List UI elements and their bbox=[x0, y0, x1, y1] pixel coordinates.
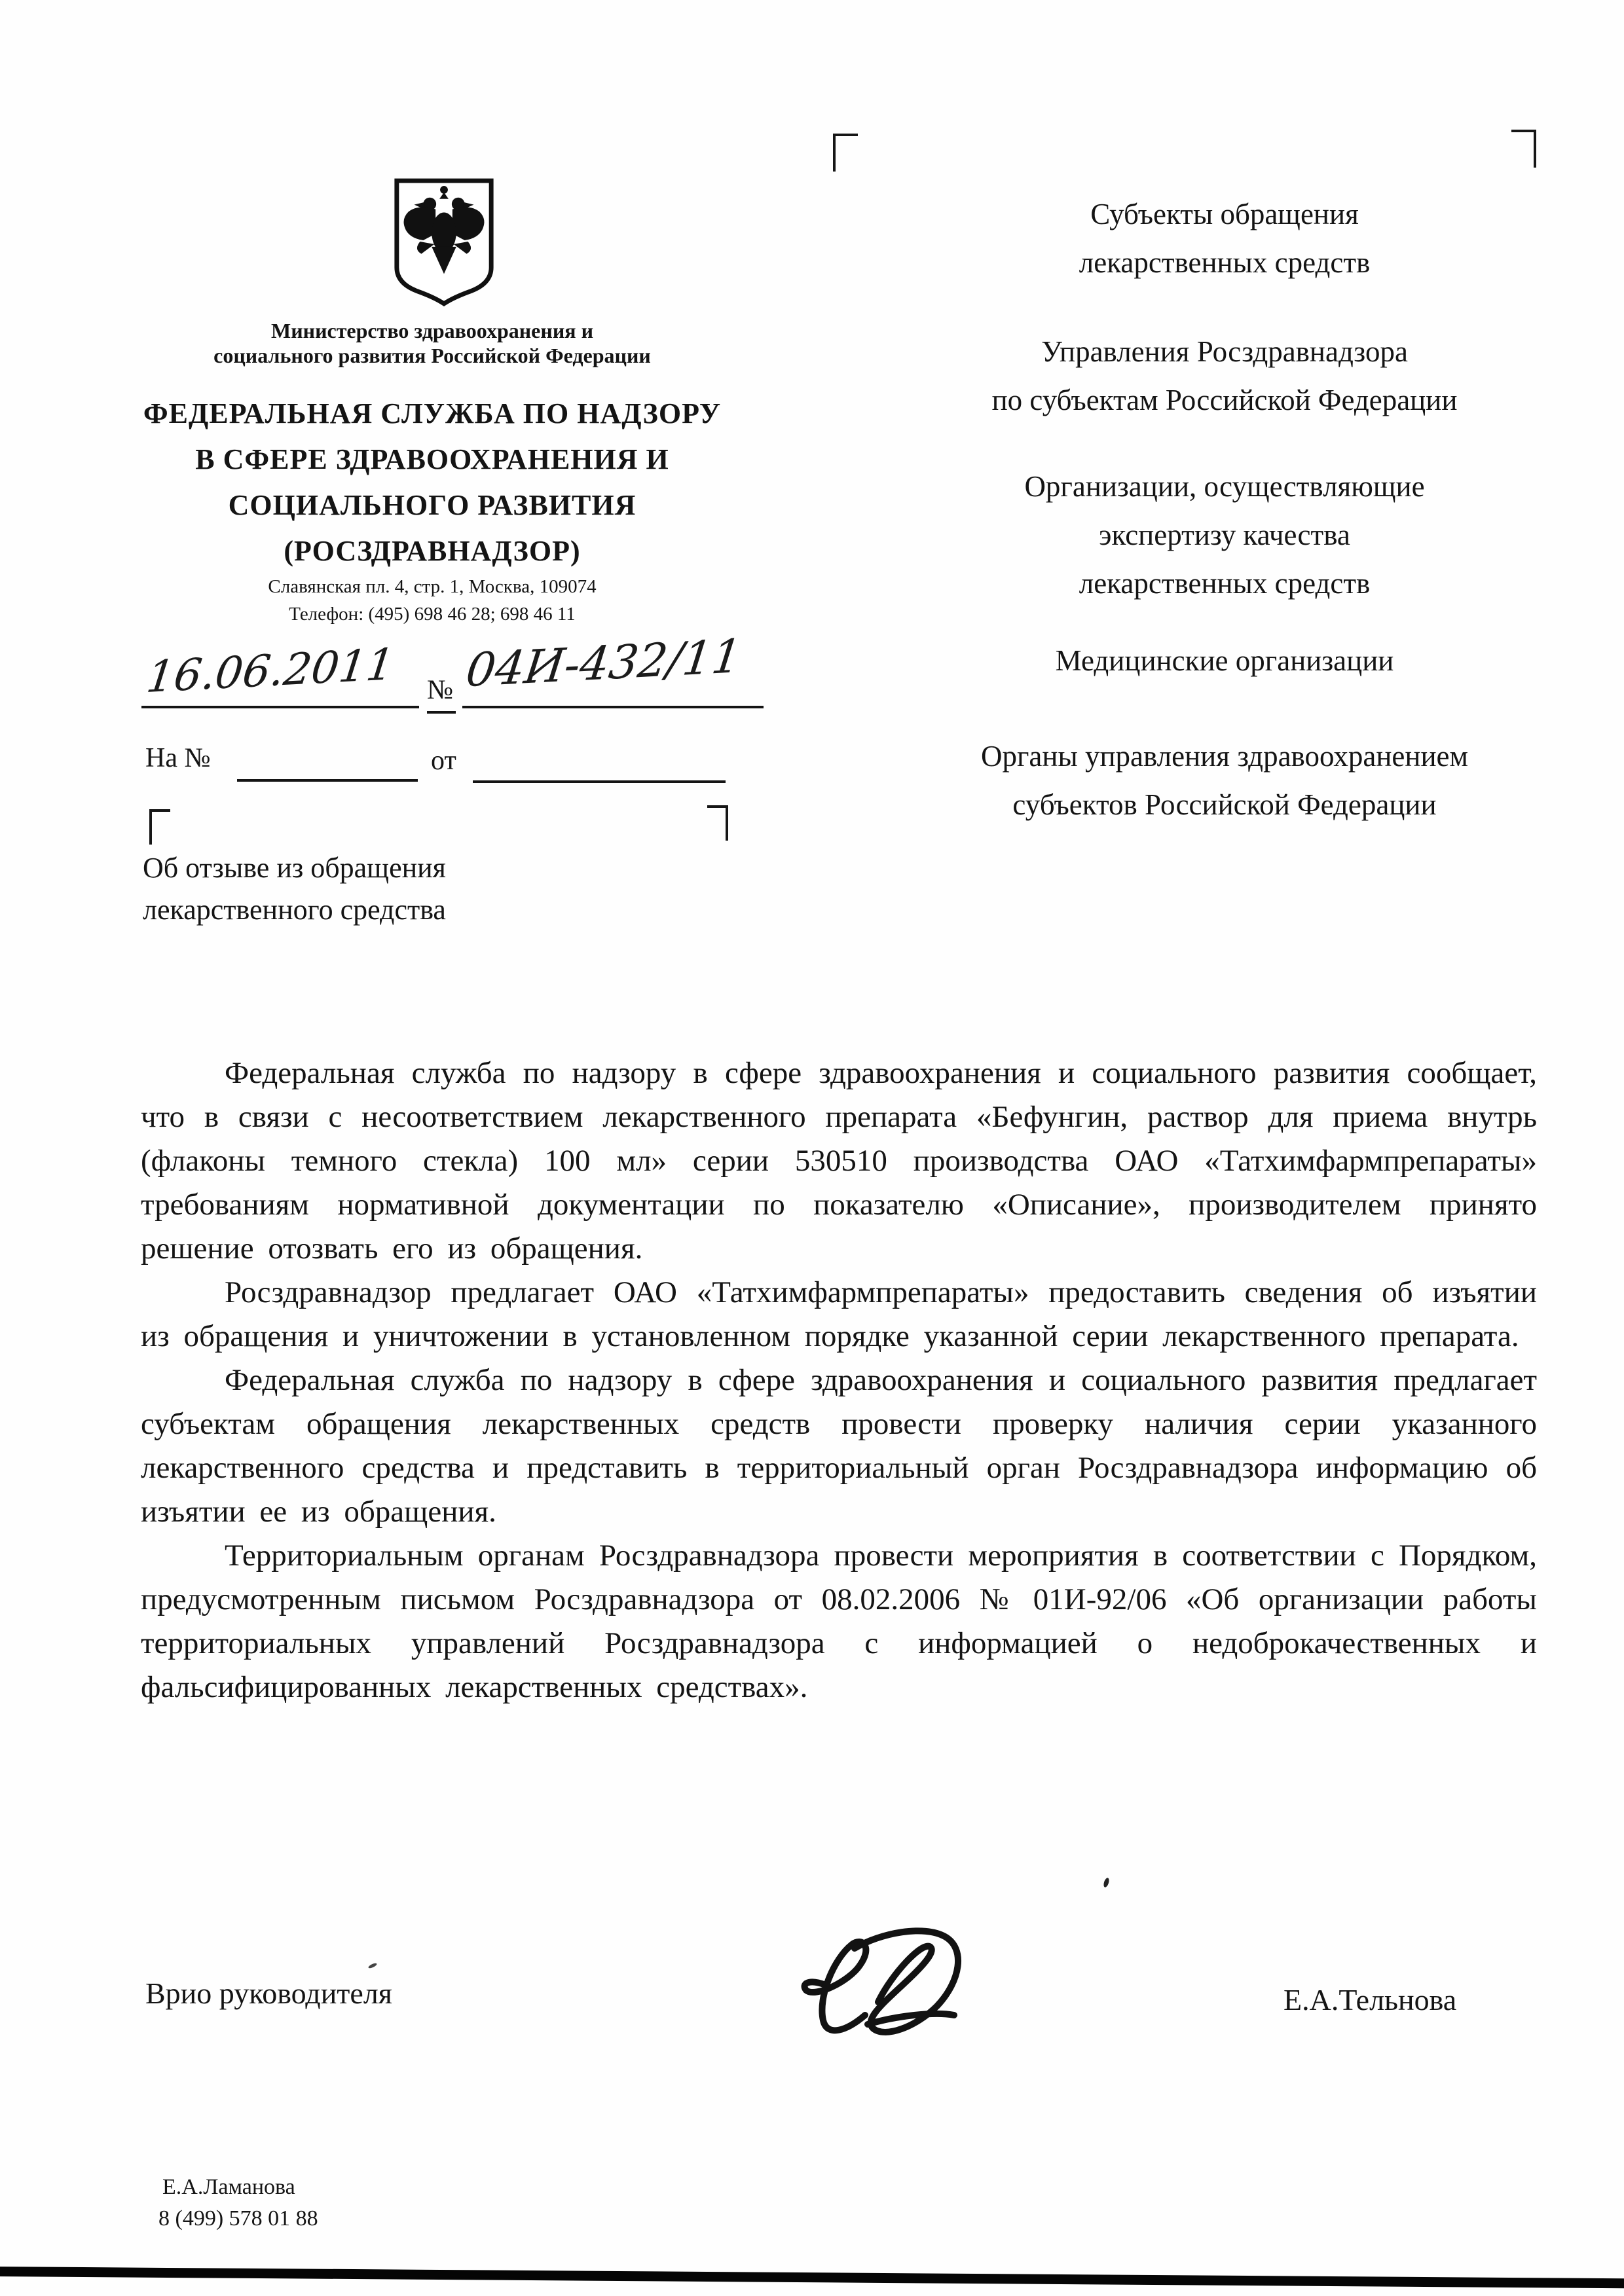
recipient-line: Организации, осуществляющие bbox=[1024, 470, 1425, 503]
signer-name: Е.А.Тельнова bbox=[1283, 1983, 1457, 2016]
recipient-line: по субъектам Российской Федерации bbox=[991, 384, 1458, 416]
executor-phone: 8 (499) 578 01 88 bbox=[158, 2206, 318, 2231]
outgoing-number-handwritten: 04И-432/11 bbox=[463, 629, 745, 698]
subject-line2: лекарственного средства bbox=[143, 894, 446, 926]
service-name-line1: ФЕДЕРАЛЬНАЯ СЛУЖБА ПО НАДЗОРУ bbox=[143, 397, 722, 429]
number-sign: № bbox=[427, 675, 454, 705]
reply-number-underline bbox=[237, 779, 418, 782]
body-paragraph-4: Территориальным органам Росздравнадзора провести мероприятия в соответствии с Порядком, предусмотренным письмом Росздравнадзора от 08.02.2006 № 01И-92/06 «Об организации работы территориальных управлений Росздравнадзора с информацией о недоброкачественных и фальсифицированных лекарственных средствах». bbox=[141, 1539, 1537, 1704]
recipient-line: Управления Росздравнадзора bbox=[1041, 335, 1408, 368]
recipient-line: лекарственных средств bbox=[1079, 567, 1371, 600]
ministry-name-line2: социального развития Российской Федерации bbox=[213, 344, 651, 367]
date-underline bbox=[141, 706, 419, 708]
address-corner-mark-right bbox=[1511, 130, 1536, 168]
recipient-line: субъектов Российской Федерации bbox=[1012, 788, 1437, 821]
outgoing-date-handwritten: 16.06.2011 bbox=[143, 638, 397, 703]
letterhead-phone: Телефон: (495) 698 46 28; 698 46 11 bbox=[289, 604, 576, 625]
handwritten-signature bbox=[763, 1918, 992, 2062]
recipient-block-subjects bbox=[845, 190, 1604, 287]
number-sign-underline bbox=[427, 711, 456, 714]
letterhead-address: Славянская пл. 4, стр. 1, Москва, 109074 bbox=[268, 576, 597, 597]
service-name-line4: (РОСЗДРАВНАДЗОР) bbox=[284, 535, 581, 567]
recipient-line: Органы управления здравоохранением bbox=[980, 740, 1469, 773]
recipient-line: Субъекты обращения bbox=[1090, 198, 1359, 230]
signer-position-title: Врио руководителя bbox=[145, 1977, 392, 2010]
body-paragraph-2: Росздравнадзор предлагает ОАО «Татхимфармпрепараты» предоставить сведения об изъятии из обращения и уничтожении в установленном порядке указанной серии лекарственного препарата. bbox=[141, 1275, 1537, 1353]
number-underline bbox=[462, 706, 764, 708]
service-name-line3: СОЦИАЛЬНОГО РАЗВИТИЯ bbox=[228, 489, 637, 521]
letter-body bbox=[141, 1051, 1537, 1709]
recipient-block-departments bbox=[845, 327, 1604, 424]
recipient-block-health-authorities bbox=[845, 732, 1604, 829]
subject-corner-mark-right bbox=[707, 805, 728, 841]
ministry-name-line1: Министерство здравоохранения и bbox=[270, 319, 593, 342]
reply-from-label: от bbox=[431, 746, 456, 776]
reply-date-underline bbox=[473, 780, 726, 783]
service-name-line2: В СФЕРЕ ЗДРАВООХРАНЕНИЯ И bbox=[195, 443, 669, 475]
russian-coat-of-arms-icon bbox=[389, 175, 499, 306]
subject-corner-mark-left bbox=[149, 809, 170, 845]
reply-to-label: На № bbox=[145, 743, 211, 773]
recipient-line: экспертизу качества bbox=[1099, 519, 1350, 551]
scan-edge-line bbox=[0, 2267, 1624, 2288]
address-corner-mark-left bbox=[833, 134, 858, 172]
scan-artifact-dot bbox=[1103, 1877, 1110, 1887]
recipient-line: лекарственных средств bbox=[1079, 246, 1371, 279]
body-paragraph-1: Федеральная служба по надзору в сфере здравоохранения и социального развития сообщает, что в связи с несоответствием лекарственного препарата «Бефунгин, раствор для приема внутрь (флаконы темного стекла) 100 мл» серии 530510 производства ОАО «Татхимфармпрепараты» требованиям нормативной документации по показателю «Описание», производителем принято решение отозвать его из обращения. bbox=[141, 1056, 1537, 1266]
subject-line1: Об отзыве из обращения bbox=[143, 852, 446, 884]
body-paragraph-3: Федеральная служба по надзору в сфере здравоохранения и социального развития предлагает субъектам обращения лекарственных средств провести проверку наличия серии указанного лекарственного средства и представить в территориальный орган Росздравнадзора информацию об изъятии ее из обращения. bbox=[141, 1363, 1537, 1529]
recipient-block-medical-orgs bbox=[845, 636, 1604, 685]
recipient-line: Медицинские организации bbox=[1055, 644, 1394, 677]
scan-artifact-dot bbox=[368, 1962, 378, 1969]
executor-name: Е.А.Ламанова bbox=[162, 2175, 295, 2199]
recipient-block-expert-orgs bbox=[845, 462, 1604, 608]
